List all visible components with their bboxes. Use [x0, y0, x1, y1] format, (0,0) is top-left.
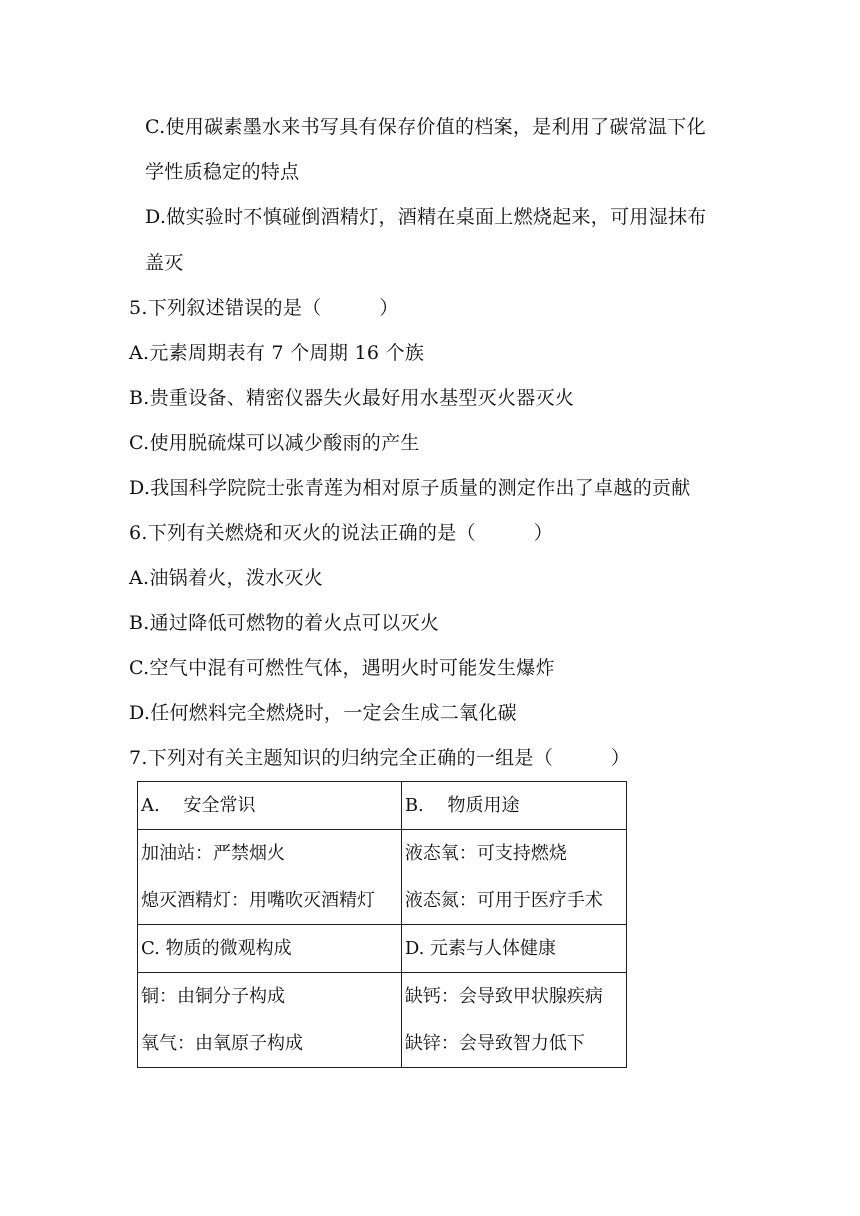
cell-c-line: 氧气：由氧原子构成 [141, 1033, 303, 1054]
cell-b-line: 液态氧：可支持燃烧 [404, 843, 567, 864]
q6-stem: 6.下列有关燃烧和灭火的说法正确的是（ ） [129, 522, 554, 544]
table-row [138, 925, 627, 973]
cell-c-heading: C. 物质的微观构成 [138, 925, 402, 973]
q4-option-c-line1: C.使用碳素墨水来书写具有保存价值的档案，是利用了碳常温下化 [145, 116, 706, 138]
cell-a-line: 加油站：严禁烟火 [141, 843, 285, 864]
cell-c-line: 铜：由铜分子构成 [141, 986, 285, 1007]
cell-c-content [138, 973, 402, 1068]
cell-d-line: 缺钙：会导致甲状腺疾病 [404, 986, 603, 1007]
q7-knowledge-table [137, 781, 627, 1068]
q5-stem: 5.下列叙述错误的是（ ） [129, 297, 399, 319]
table-row [138, 830, 627, 925]
q5-option-d: D.我国科学院院士张青莲为相对原子质量的测定作出了卓越的贡献 [129, 477, 691, 499]
cell-b-line: 液态氮：可用于医疗手术 [404, 890, 603, 911]
table-row [138, 782, 627, 830]
cell-a-heading: A. 安全常识 [138, 782, 402, 830]
q6-option-b: B.通过降低可燃物的着火点可以灭火 [129, 612, 440, 634]
q5-option-c: C.使用脱硫煤可以减少酸雨的产生 [129, 432, 420, 454]
q5-option-b: B.贵重设备、精密仪器失火最好用水基型灭火器灭火 [129, 387, 575, 409]
q6-option-c: C.空气中混有可燃性气体，遇明火时可能发生爆炸 [129, 657, 555, 679]
q6-option-d: D.任何燃料完全燃烧时，一定会生成二氧化碳 [129, 702, 517, 724]
q4-option-c-line2: 学性质稳定的特点 [145, 161, 300, 183]
cell-b-heading: B. 物质用途 [401, 782, 626, 830]
q4-option-d-line1: D.做实验时不慎碰倒酒精灯，酒精在桌面上燃烧起来，可用湿抹布 [145, 206, 707, 228]
q5-option-a: A.元素周期表有 7 个周期 16 个族 [129, 342, 425, 364]
cell-a-content [138, 830, 402, 925]
cell-d-heading: D. 元素与人体健康 [401, 925, 626, 973]
cell-a-line: 熄灭酒精灯：用嘴吹灭酒精灯 [141, 890, 375, 911]
q4-option-d-line2: 盖灭 [145, 252, 184, 274]
cell-d-content [401, 973, 626, 1068]
q6-option-a: A.油锅着火，泼水灭火 [129, 567, 324, 589]
q7-stem: 7.下列对有关主题知识的归纳完全正确的一组是（ ） [129, 747, 631, 769]
cell-d-line: 缺锌：会导致智力低下 [404, 1033, 585, 1054]
cell-b-content [401, 830, 626, 925]
table-row [138, 973, 627, 1068]
